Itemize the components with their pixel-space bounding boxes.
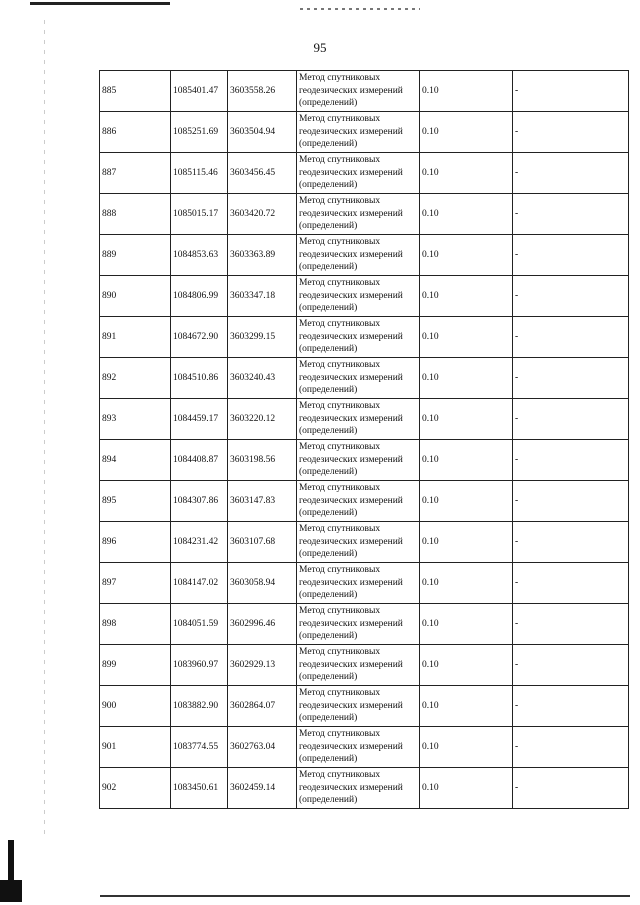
- x-coordinate-cell: 1084147.02: [171, 563, 228, 604]
- point-number-cell: 901: [100, 727, 171, 768]
- note-cell: -: [513, 71, 629, 112]
- accuracy-cell: 0.10: [420, 604, 513, 645]
- accuracy-cell: 0.10: [420, 317, 513, 358]
- x-coordinate-cell: 1084459.17: [171, 399, 228, 440]
- point-number-cell: 889: [100, 235, 171, 276]
- point-number-cell: 888: [100, 194, 171, 235]
- method-cell: Метод спутниковых геодезических измерений (определений): [297, 768, 420, 809]
- table-row: [100, 153, 629, 194]
- y-coordinate-cell: 3603058.94: [228, 563, 297, 604]
- y-coordinate-cell: 3603420.72: [228, 194, 297, 235]
- y-coordinate-cell: 3602929.13: [228, 645, 297, 686]
- table-row: [100, 440, 629, 481]
- method-cell: Метод спутниковых геодезических измерений (определений): [297, 727, 420, 768]
- point-number-cell: 886: [100, 112, 171, 153]
- method-cell: Метод спутниковых геодезических измерений (определений): [297, 563, 420, 604]
- accuracy-cell: 0.10: [420, 440, 513, 481]
- method-cell: Метод спутниковых геодезических измерений (определений): [297, 112, 420, 153]
- table-row: [100, 235, 629, 276]
- table-row: [100, 358, 629, 399]
- point-number-cell: 896: [100, 522, 171, 563]
- x-coordinate-cell: 1083882.90: [171, 686, 228, 727]
- x-coordinate-cell: 1084672.90: [171, 317, 228, 358]
- accuracy-cell: 0.10: [420, 112, 513, 153]
- accuracy-cell: 0.10: [420, 358, 513, 399]
- point-number-cell: 895: [100, 481, 171, 522]
- y-coordinate-cell: 3602763.04: [228, 727, 297, 768]
- point-number-cell: 897: [100, 563, 171, 604]
- method-cell: Метод спутниковых геодезических измерений (определений): [297, 358, 420, 399]
- note-cell: -: [513, 768, 629, 809]
- y-coordinate-cell: 3602864.07: [228, 686, 297, 727]
- y-coordinate-cell: 3603347.18: [228, 276, 297, 317]
- x-coordinate-cell: 1083960.97: [171, 645, 228, 686]
- note-cell: -: [513, 440, 629, 481]
- method-cell: Метод спутниковых геодезических измерений (определений): [297, 604, 420, 645]
- point-number-cell: 885: [100, 71, 171, 112]
- scan-artifact-bottom-line: [100, 895, 630, 897]
- method-cell: Метод спутниковых геодезических измерений (определений): [297, 71, 420, 112]
- y-coordinate-cell: 3603198.56: [228, 440, 297, 481]
- accuracy-cell: 0.10: [420, 71, 513, 112]
- table-row: [100, 399, 629, 440]
- y-coordinate-cell: 3603107.68: [228, 522, 297, 563]
- accuracy-cell: 0.10: [420, 153, 513, 194]
- point-number-cell: 900: [100, 686, 171, 727]
- point-number-cell: 890: [100, 276, 171, 317]
- method-cell: Метод спутниковых геодезических измерений (определений): [297, 645, 420, 686]
- scan-artifact-corner-mark: [0, 880, 22, 902]
- method-cell: Метод спутниковых геодезических измерений (определений): [297, 235, 420, 276]
- accuracy-cell: 0.10: [420, 686, 513, 727]
- scan-artifact-top: [30, 2, 170, 5]
- method-cell: Метод спутниковых геодезических измерений (определений): [297, 276, 420, 317]
- table-row: [100, 727, 629, 768]
- x-coordinate-cell: 1084051.59: [171, 604, 228, 645]
- table-row: [100, 522, 629, 563]
- x-coordinate-cell: 1084408.87: [171, 440, 228, 481]
- table-row: [100, 686, 629, 727]
- note-cell: -: [513, 194, 629, 235]
- accuracy-cell: 0.10: [420, 645, 513, 686]
- point-number-cell: 891: [100, 317, 171, 358]
- x-coordinate-cell: 1084307.86: [171, 481, 228, 522]
- scan-artifact-top-dots: [300, 8, 420, 10]
- note-cell: -: [513, 235, 629, 276]
- coordinates-table: [99, 70, 629, 809]
- accuracy-cell: 0.10: [420, 727, 513, 768]
- note-cell: -: [513, 112, 629, 153]
- y-coordinate-cell: 3603220.12: [228, 399, 297, 440]
- note-cell: -: [513, 727, 629, 768]
- y-coordinate-cell: 3603240.43: [228, 358, 297, 399]
- note-cell: -: [513, 481, 629, 522]
- note-cell: -: [513, 153, 629, 194]
- note-cell: -: [513, 317, 629, 358]
- table-row: [100, 481, 629, 522]
- y-coordinate-cell: 3602996.46: [228, 604, 297, 645]
- x-coordinate-cell: 1083774.55: [171, 727, 228, 768]
- y-coordinate-cell: 3603363.89: [228, 235, 297, 276]
- point-number-cell: 894: [100, 440, 171, 481]
- table-row: [100, 768, 629, 809]
- x-coordinate-cell: 1084853.63: [171, 235, 228, 276]
- x-coordinate-cell: 1083450.61: [171, 768, 228, 809]
- method-cell: Метод спутниковых геодезических измерений (определений): [297, 522, 420, 563]
- method-cell: Метод спутниковых геодезических измерений (определений): [297, 194, 420, 235]
- table-row: [100, 645, 629, 686]
- method-cell: Метод спутниковых геодезических измерений (определений): [297, 440, 420, 481]
- x-coordinate-cell: 1085401.47: [171, 71, 228, 112]
- table-row: [100, 563, 629, 604]
- method-cell: Метод спутниковых геодезических измерений (определений): [297, 686, 420, 727]
- note-cell: -: [513, 358, 629, 399]
- note-cell: -: [513, 686, 629, 727]
- table-row: [100, 604, 629, 645]
- note-cell: -: [513, 563, 629, 604]
- x-coordinate-cell: 1085251.69: [171, 112, 228, 153]
- accuracy-cell: 0.10: [420, 194, 513, 235]
- y-coordinate-cell: 3602459.14: [228, 768, 297, 809]
- table-row: [100, 71, 629, 112]
- x-coordinate-cell: 1084806.99: [171, 276, 228, 317]
- note-cell: -: [513, 399, 629, 440]
- table-row: [100, 276, 629, 317]
- accuracy-cell: 0.10: [420, 235, 513, 276]
- table-row: [100, 112, 629, 153]
- accuracy-cell: 0.10: [420, 768, 513, 809]
- point-number-cell: 887: [100, 153, 171, 194]
- point-number-cell: 899: [100, 645, 171, 686]
- method-cell: Метод спутниковых геодезических измерений (определений): [297, 481, 420, 522]
- y-coordinate-cell: 3603456.45: [228, 153, 297, 194]
- accuracy-cell: 0.10: [420, 276, 513, 317]
- note-cell: -: [513, 276, 629, 317]
- accuracy-cell: 0.10: [420, 563, 513, 604]
- x-coordinate-cell: 1085115.46: [171, 153, 228, 194]
- y-coordinate-cell: 3603558.26: [228, 71, 297, 112]
- note-cell: -: [513, 604, 629, 645]
- x-coordinate-cell: 1084510.86: [171, 358, 228, 399]
- method-cell: Метод спутниковых геодезических измерений (определений): [297, 317, 420, 358]
- point-number-cell: 893: [100, 399, 171, 440]
- table-row: [100, 194, 629, 235]
- scan-artifact-margin-line: [44, 20, 45, 840]
- y-coordinate-cell: 3603147.83: [228, 481, 297, 522]
- method-cell: Метод спутниковых геодезических измерений (определений): [297, 153, 420, 194]
- page-number: 95: [313, 40, 327, 55]
- accuracy-cell: 0.10: [420, 481, 513, 522]
- y-coordinate-cell: 3603299.15: [228, 317, 297, 358]
- method-cell: Метод спутниковых геодезических измерений (определений): [297, 399, 420, 440]
- accuracy-cell: 0.10: [420, 522, 513, 563]
- accuracy-cell: 0.10: [420, 399, 513, 440]
- x-coordinate-cell: 1085015.17: [171, 194, 228, 235]
- table-row: [100, 317, 629, 358]
- x-coordinate-cell: 1084231.42: [171, 522, 228, 563]
- y-coordinate-cell: 3603504.94: [228, 112, 297, 153]
- note-cell: -: [513, 522, 629, 563]
- coordinates-table-body: [100, 71, 629, 809]
- point-number-cell: 902: [100, 768, 171, 809]
- point-number-cell: 898: [100, 604, 171, 645]
- point-number-cell: 892: [100, 358, 171, 399]
- note-cell: -: [513, 645, 629, 686]
